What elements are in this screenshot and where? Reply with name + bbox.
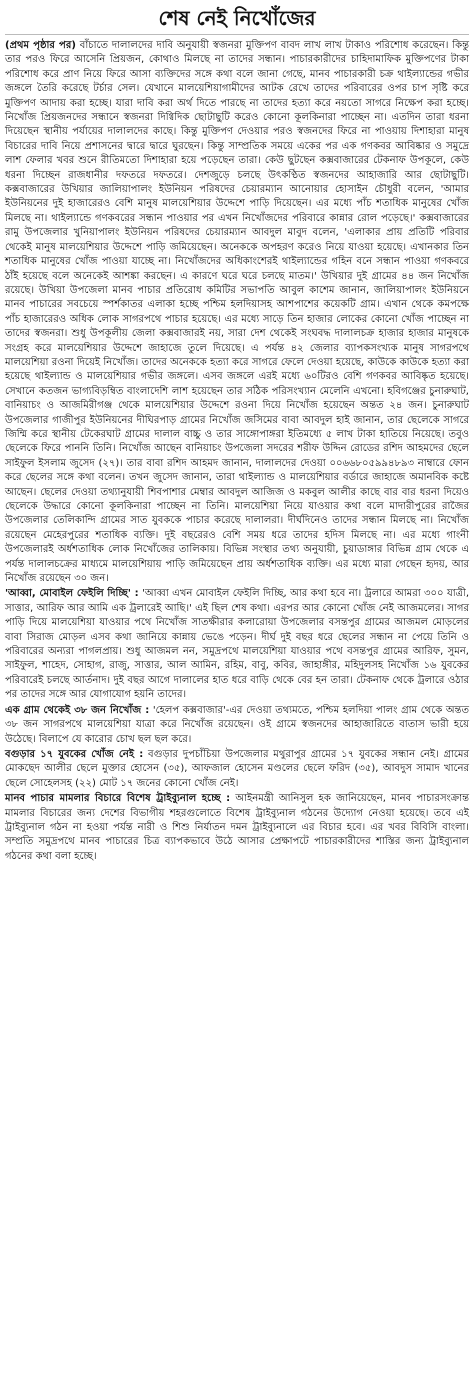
section-subhead: 'আব্বা, মোবাইল ফেইলি দিচ্ছি' : bbox=[5, 588, 139, 600]
article-paragraph-intro bbox=[5, 39, 469, 586]
paragraph-text: আইনমন্ত্রী আনিসুল হক জানিয়েছেন, মানব পাচারসংক্রান্ত মামলার বিচারের জন্য দেশের বিভাগীয় শহরগুলোতে বিশেষ ট্রাইব্যুনাল গঠনের উদ্যোগ নেওয়া হয়েছে। তবে এই ট্রাইব্যুনাল গঠন না হওয়া পর্যন্ত নারী ও শিশু নির্যাতন দমন ট্রাইব্যুনালে এর বিচার হবে। এর খবর বিবিসি বাংলা। সম্প্রতি সমুদ্রপথে মানব পাচারের চিত্র ব্যাপকভাবে উঠে আসার প্রেক্ষাপটে পাচারকারীদের শাস্তির জন্য ট্রাইব্যুনাল গঠনের কথা বলা হচ্ছে। bbox=[5, 793, 470, 862]
paragraph-text: বাঁচাতে দালালদের দাবি অনুযায়ী স্বজনরা মুক্তিপণ বাবদ লাখ লাখ টাকাও পরিশোধ করেছেন। কিন্তু তার পরও ফিরে আসেনি প্রিয়জন, কোথাও মিলছে না তাদের সন্ধান। পাচারকারীদের চাহিদামাফিক মুক্তিপণের টাকা পরিশোধ করে প্রাণ নিয়ে ফিরে আসা ব্যক্তিদের সঙ্গে কথা বলে জানা গেছে, মানব পাচারকারী চক্র থাইল্যান্ডের গভীর জঙ্গলে তৈরি করেছে টর্চার সেল। যেখানে মালয়েশিয়াগামীদের আটক রেখে তাদের পরিবারের ওপর চাপ সৃষ্টি করে মুক্তিপণ আদায় করা হচ্ছে। যারা দাবি করা অর্থ দিতে পারছে না তাদের হত্যা করে নয়তো সাগরে নিক্ষেপ করা হচ্ছে। নিখোঁজ প্রিয়জনদের সন্ধানে স্বজনরা দিগ্বিদিক ছোটাছুটি করেও কোনো কূলকিনারা পাচ্ছেন না। এতদিন তারা ধরনা দিয়েছেন স্থানীয় পর্যায়ের দালালদের কাছে। কিন্তু মুক্তিপণ দেওয়ার পরও স্বজনদের ফিরে না পাওয়ায় দিশাহারা মানুষ বিচারের দাবি নিয়ে প্রশাসনের দ্বারে দ্বারে ঘুরছেন। কিন্তু সাম্প্রতিক সময়ে একের পর এক গণকবর আবিষ্কার ও সমুদ্রে লাশ ফেলার খবর শুনে রীতিমতো দিশাহারা হয়ে পড়েছেন তারা। কেউ ছুটছেন কক্সবাজারের টেকনাফ উপকূলে, কেউ ধরনা দিচ্ছেন রাজধানীর দফতরে দফতরে। দেশজুড়ে চলছে উৎকণ্ঠিত স্বজনদের আহাজারি আর ছোটাছুটি। কক্সবাজারের উখিয়ার জালিয়াপালং ইউনিয়ন পরিষদের চেয়ারম্যান আনোয়ার হোসাইন চৌধুরী বলেন, 'আমার ইউনিয়নের দুই হাজারেরও বেশি মানুষ মালয়েশিয়ার উদ্দেশে পাড়ি দিয়েছেন। এর মধ্যে পাঁচ শতাধিক মানুষের খোঁজ মিলছে না। থাইল্যান্ডে গণকবরের সন্ধান পাওয়ার পর এখন নিখোঁজদের পরিবারে কান্নার রোল পড়েছে।' কক্সবাজারের রামু উপজেলার খুনিয়াপালং ইউনিয়ন পরিষদের চেয়ারম্যান আবদুল মাবুদ বলেন, 'এলাকার প্রায় প্রতিটি পরিবার থেকেই মানুষ মালয়েশিয়ার উদ্দেশে পাড়ি জমিয়েছেন। অনেককে অপহরণ করেও নিয়ে যাওয়া হয়েছে। এখানকার তিন শতাধিক মানুষের খোঁজ পাওয়া যাচ্ছে না। নিখোঁজদের অধিকাংশেরই থাইল্যান্ডের গহিন বনে সন্ধান পাওয়া গণকবরে ঠাঁই হয়েছে বলে অনেকেই আশঙ্কা করছেন। এ কারণে ঘরে ঘরে চলছে মাতম।' উখিয়ার দুই গ্রামের ৪৪ জন নিখোঁজ রয়েছে। উখিয়া উপজেলা মানব পাচার প্রতিরোধ কমিটির সভাপতি আবুল কাশেম জানান, জালিয়াপালং ইউনিয়নে মানব পাচারের সবচেয়ে স্পর্শকাতর এলাকা হচ্ছে পশ্চিম হলদিয়াসহ আশপাশের কয়েকটি গ্রাম। এখান থেকে কমপক্ষে পাঁচ হাজারেরও অধিক লোক সাগরপথে পাচার হয়েছে। এর মধ্যে সাড়ে তিন হাজার লোকের কোনো খোঁজ পাচ্ছেন না তাদের স্বজনরা। শুধু উপকূলীয় জেলা কক্সবাজারই নয়, সারা দেশ থেকেই সংঘবদ্ধ দালালচক্র হাজার হাজার মানুষকে সংগ্রহ করে মালয়েশিয়ার উদ্দেশে জাহাজে তুলে দিয়েছে। এ পর্যন্ত ৪২ জেলার ব্যাপকসংখ্যক মানুষ সাগরপথে মালয়েশিয়া রওনা দিয়েই নিখোঁজ। তাদের অনেককে হত্যা করে সাগরে ফেলে দেওয়া হয়েছে, কাউকে কাউকে হত্যা করা হয়েছে থাইল্যান্ড ও মালয়েশিয়ার গভীর জঙ্গলে। এসব জঙ্গলে এরই মধ্যে ৬০টিরও বেশি গণকবর আবিষ্কৃত হয়েছে। সেখানে কতজন ভাগ্যবিড়ম্বিত বাংলাদেশি লাশ হয়েছেন তার সঠিক পরিসংখ্যান মেলেনি এখনো। হবিগঞ্জের চুনারুঘাট, বানিয়াচং ও আজমিরীগঞ্জ থেকে মালয়েশিয়ার উদ্দেশে রওনা দিয়ে নিখোঁজ হয়েছেন অন্তত ২৪ জন। চুনারুঘাট উপজেলার গাজীপুর ইউনিয়নের দীঘিরপাড় গ্রামের নিখোঁজ জসিমের বাবা আবদুল হাই জানান, তার ছেলেকে সাগরে জিম্মি করে স্থানীয় টেকেরঘাট গ্রামের দালাল বাচ্চু ও তার সাঙ্গোপাঙ্গরা ইতিমধ্যে ৫ লাখ টাকা হাতিয়ে নিয়েছে। তবুও ছেলেকে ফিরে পাননি তিনি। নিখোঁজ আছেন বানিয়াচং উপজেলা সদরের শরীফ উদ্দিন রোডের রশিদ আহমদের ছেলে সাইফুল ইসলাম জুসেদ (২৭)। তার বাবা রশিদ আহমদ জানান, দালালদের দেওয়া ০০৬৬৮০৫৯৯৪৮৯৩ নাম্বারে ফোন করে ছেলের সঙ্গে কথা বলেন। তখন জুসেদ জানান, তারা থাইল্যান্ড ও মালয়েশিয়ার বর্ডারে জাহাজে অমানবিক কষ্টে আছেন। ছেলের দেওয়া তথ্যানুযায়ী শিবপাশার মেম্বার আবদুল আজিজ ও মকবুল আলীর কাছে বার বার ধরনা দিয়েও ছেলেকে উদ্ধারে কোনো কূলকিনারা পাচ্ছেন না তিনি। মালয়েশিয়া নিয়ে যাওয়ার কথা বলে মাদারীপুরের রাজৈর উপজেলার তেলিকান্দি গ্রামের সাত যুবককে পাচার করেছে দালালরা। দীর্ঘদিনেও তাদের সন্ধান মিলছে না। নিখোঁজ রয়েছেন মেহেরপুরের শতাধিক ব্যক্তি। দুই বছরেরও বেশি সময় ধরে তাদের হদিস মিলছে না। এর মধ্যে গাংনী উপজেলারই অর্ধশতাধিক লোক নিখোঁজের তালিকায়। বিভিন্ন সংস্থার তথ্য অনুযায়ী, চুয়াডাঙ্গার বিভিন্ন গ্রাম থেকে এ পর্যন্ত দালালচক্রের মাধ্যমে মালয়েশিয়ায় পাড়ি জমিয়েছেন প্রায় অর্ধশতাধিক ব্যক্তি। এর মধ্যে মারা গেছেন হৃদয়, আর নিখোঁজ রয়েছেন ৩০ জন। bbox=[5, 40, 469, 585]
paragraph-text: 'আব্বা এখন মোবাইল ফেইলি দিচ্ছি, আর কথা হবে না। ট্রলারে আমরা ৩০০ যাত্রী, সাত্তার, আরিফ আর আমি এক ট্রলারেই আছি।' এই ছিল শেষ কথা। এরপর আর কোনো খোঁজ নেই আজমলের। সাগর পাড়ি দিয়ে মালয়েশিয়া যাওয়ার পথে নিখোঁজ সাতক্ষীরার কলারোয়া উপজেলার বসন্তপুর গ্রামের আজমল মোড়লের বাবা সিরাজ মোড়ল এসব কথা জানিয়ে কান্নায় ভেঙে পড়েন। দীর্ঘ দুই বছর ধরে ছেলের সন্ধান না পেয়ে তিনি ও পরিবারের অন্যরা পাগলপ্রায়। শুধু আজমল নন, সমুদ্রপথে মালয়েশিয়া যাওয়ার পথে বসন্তপুর গ্রামের আরিফ, সুমন, সাইফুল, শাহেদ, সোহাগ, রাজু, সাত্তার, আল আমিন, রহিম, বাবু, কবির, জাহাঙ্গীর, মহিদুলসহ নিখোঁজ ১৬ যুবকের পরিবারেই চলছে আর্তনাদ। দুই বছর আগে দালালের হাত ধরে বাড়ি থেকে বের হন তারা। টেকনাফ থেকে ট্রলারে ওঠার পর তাদের সঙ্গে আর যোগাযোগ হয়নি তাদের। bbox=[5, 588, 470, 701]
paragraph-text: 'হেলপ কক্সবাজার'-এর দেওয়া তথ্যমতে, পশ্চিম হলদিয়া পালং গ্রাম থেকে অন্তত ৩৮ জন সাগরপথে মালয়েশিয়া যাত্রা করে নিখোঁজ রয়েছেন। ওই গ্রামে স্বজনদের আহাজারিতে বাতাস ভারী হয়ে উঠেছে। বিলাপে যে কারোর চোখ ছল ছল করে। bbox=[5, 704, 469, 745]
section-lead-continued: (প্রথম পৃষ্ঠার পর) bbox=[5, 40, 76, 51]
paragraph-text: বগুড়ার দুপচাঁচিয়া উপজেলার মথুরাপুর গ্রামের ১৭ যুবকের সন্ধান নেই। গ্রামের মোকছেদ আলীর ছেলে মুক্তার হোসেন (৩৫), আফজাল হোসেন মণ্ডলের ছেলে ফরিদ (৩৫), আবদুস সামাদ খানের ছেলে সোহেলসহ (২২) মোট ১৭ জনের কোনো খোঁজ নেই। bbox=[5, 748, 469, 789]
article-paragraph-tribunal bbox=[5, 792, 469, 864]
section-subhead: এক গ্রাম থেকেই ৩৮ জন নিখোঁজ : bbox=[5, 704, 150, 716]
article-headline: শেষ নেই নিখোঁজের bbox=[5, 4, 469, 35]
section-subhead: বগুড়ার ১৭ যুবকের খোঁজ নেই : bbox=[5, 748, 144, 760]
section-subhead: মানব পাচার মামলার বিচারে বিশেষ ট্রাইব্যুনাল হচ্ছে : bbox=[5, 793, 231, 805]
article-paragraph-38-missing bbox=[5, 704, 469, 747]
article-paragraph-bogura bbox=[5, 748, 469, 791]
article-paragraph-mobile-fail bbox=[5, 587, 469, 702]
